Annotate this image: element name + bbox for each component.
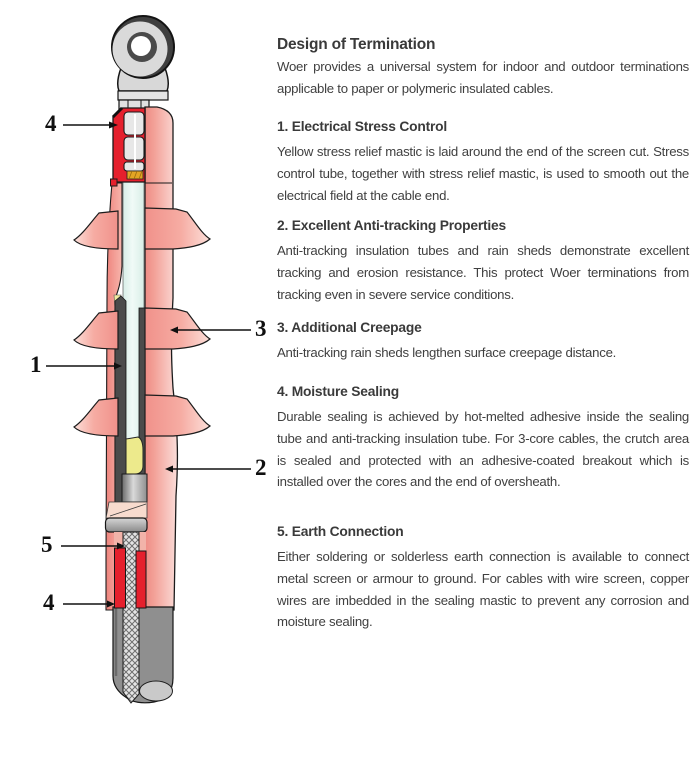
lug-hole xyxy=(131,36,151,56)
page-title: Design of Termination xyxy=(277,36,436,53)
callout-2: 2 xyxy=(255,455,267,480)
callout-1: 1 xyxy=(30,352,42,377)
callout-5: 5 xyxy=(41,532,53,557)
section-body-anti-tracking: Anti-tracking insulation tubes and rain sheds demonstrate excellent tracking and erosion resistance. This protect Woer terminations from tracking even in severe service conditions. xyxy=(277,243,689,302)
section-heading-creepage: 3. Additional Creepage xyxy=(277,320,422,335)
section-heading-anti-tracking: 2. Excellent Anti-tracking Properties xyxy=(277,218,507,233)
intro-paragraph: Woer provides a universal system for indoor and outdoor terminations applicable to paper or polymeric insulated cables. xyxy=(277,59,689,96)
cable-end-face xyxy=(140,681,173,701)
section-body-moisture-sealing: Durable sealing is achieved by hot-melted adhesive inside the sealing tube and anti-tracking insulation tube. For 3-core cables, the crutch area is sealed and protected with an adhesive-coated breakout which is installed over the cores and the end of oversheath. xyxy=(277,409,689,490)
section-heading-moisture-sealing: 4. Moisture Sealing xyxy=(277,384,399,399)
metal-screen xyxy=(122,474,147,502)
callout-4-bottom: 4 xyxy=(43,590,55,615)
termination-illustration xyxy=(0,0,270,757)
section-body-stress-control: Yellow stress relief mastic is laid around the end of the screen cut. Stress control tube, together with stress relief mastic, is used to smooth out the electrical field at the cable end. xyxy=(277,144,689,203)
section-heading-earth-connection: 5. Earth Connection xyxy=(277,524,404,539)
crutch-area xyxy=(106,502,147,518)
section-body-earth-connection: Either soldering or solderless earth connection is available to connect metal screen or armour to ground. For cables with wire screen, copper wires are imbedded in the sealing mastic to prevent any corrosion and moisture sealing. xyxy=(277,549,689,630)
anti-tracking-tube xyxy=(145,107,177,610)
callout-4-top: 4 xyxy=(45,111,57,136)
stress-relief-mastic xyxy=(126,437,143,474)
cable-oversheath xyxy=(113,607,173,703)
crimped-barrel xyxy=(124,112,144,179)
termination-diagram xyxy=(0,0,270,757)
section-heading-stress-control: 1. Electrical Stress Control xyxy=(277,119,447,134)
earth-clamp-washer xyxy=(106,518,148,532)
section-body-creepage: Anti-tracking rain sheds lengthen surface creepage distance. xyxy=(277,345,617,360)
cable-lug xyxy=(112,16,174,112)
callout-3: 3 xyxy=(255,316,267,341)
